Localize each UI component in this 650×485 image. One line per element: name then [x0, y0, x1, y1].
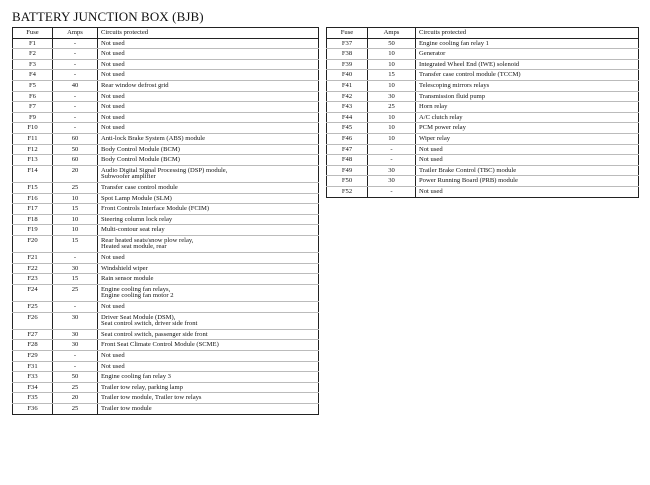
table-row: [13, 59, 319, 70]
circuit-cell: Horn relay: [416, 102, 639, 113]
table-row: [13, 351, 319, 362]
amps-cell: -: [53, 91, 98, 102]
fuse-cell: F40: [327, 70, 368, 81]
circuit-cell: Front Controls Interface Module (FCIM): [98, 204, 319, 215]
fuse-table-left: [12, 27, 319, 415]
amps-cell: 15: [53, 274, 98, 285]
fuse-cell: F23: [13, 274, 53, 285]
amps-cell: 15: [368, 70, 416, 81]
amps-cell: 10: [368, 59, 416, 70]
fuse-cell: F33: [13, 372, 53, 383]
fuse-cell: F6: [13, 91, 53, 102]
fuse-cell: F9: [13, 112, 53, 123]
circuit-cell: Not used: [416, 186, 639, 197]
fuse-cell: F11: [13, 133, 53, 144]
table-row: [13, 193, 319, 204]
fuse-cell: F38: [327, 49, 368, 60]
circuit-cell: Not used: [98, 351, 319, 362]
fuse-cell: F34: [13, 382, 53, 393]
table-row: [13, 302, 319, 313]
fuse-cell: F44: [327, 112, 368, 123]
table-row: [327, 38, 639, 49]
fuse-cell: F31: [13, 361, 53, 372]
amps-cell: 10: [368, 133, 416, 144]
fuse-cell: F28: [13, 340, 53, 351]
table-row: [13, 102, 319, 113]
circuit-cell: Body Control Module (BCM): [98, 144, 319, 155]
circuit-cell: Not used: [98, 91, 319, 102]
amps-cell: -: [53, 361, 98, 372]
table-row: [13, 133, 319, 144]
amps-cell: 10: [53, 214, 98, 225]
circuit-cell: Transfer case control module (TCCM): [416, 70, 639, 81]
amps-cell: 60: [53, 133, 98, 144]
table-header-row: [327, 28, 639, 39]
fuse-cell: F42: [327, 91, 368, 102]
amps-cell: -: [368, 155, 416, 166]
amps-cell: 10: [368, 112, 416, 123]
header-circuits: Circuits protected: [416, 28, 639, 39]
circuit-cell: Anti-lock Brake System (ABS) module: [98, 133, 319, 144]
fuse-cell: F7: [13, 102, 53, 113]
fuse-cell: F3: [13, 59, 53, 70]
circuit-cell: Not used: [98, 253, 319, 264]
amps-cell: 10: [368, 80, 416, 91]
table-row: [13, 253, 319, 264]
fuse-cell: F35: [13, 393, 53, 404]
amps-cell: -: [53, 112, 98, 123]
amps-cell: 25: [368, 102, 416, 113]
circuit-cell: Rear window defrost grid: [98, 80, 319, 91]
fuse-cell: F5: [13, 80, 53, 91]
fuse-cell: F21: [13, 253, 53, 264]
amps-cell: -: [368, 186, 416, 197]
table-row: [13, 38, 319, 49]
amps-cell: 10: [53, 193, 98, 204]
table-row: [13, 80, 319, 91]
circuit-cell: PCM power relay: [416, 123, 639, 134]
table-row: [13, 372, 319, 383]
circuit-cell: Body Control Module (BCM): [98, 155, 319, 166]
table-row: [13, 70, 319, 81]
amps-cell: -: [53, 59, 98, 70]
header-amps: Amps: [53, 28, 98, 39]
fuse-cell: F1: [13, 38, 53, 49]
fuse-cell: F52: [341, 187, 353, 195]
fuse-cell: F27: [13, 329, 53, 340]
table-row: [13, 112, 319, 123]
circuit-cell: Spot Lamp Module (SLM): [98, 193, 319, 204]
circuit-cell: Front Seat Climate Control Module (SCME): [98, 340, 319, 351]
circuit-cell: Not used: [416, 144, 639, 155]
circuit-cell: Engine cooling fan relay 1: [416, 38, 639, 49]
table-row: [13, 214, 319, 225]
fuse-cell: F37: [327, 38, 368, 49]
table-row: [13, 393, 319, 404]
table-row: [327, 112, 639, 123]
table-row: [327, 91, 639, 102]
amps-cell: 25: [53, 284, 98, 301]
fuse-cell: F41: [327, 80, 368, 91]
amps-cell: 10: [368, 49, 416, 60]
amps-cell: 20: [53, 165, 98, 182]
circuit-cell: Not used: [98, 70, 319, 81]
fuse-cell: F36: [27, 404, 38, 412]
amps-cell: 50: [53, 144, 98, 155]
table-row: [13, 225, 319, 236]
fuse-cell: F16: [13, 193, 53, 204]
amps-cell: 50: [368, 38, 416, 49]
amps-cell: 25: [53, 403, 98, 414]
amps-cell: 10: [53, 225, 98, 236]
circuit-cell: Not used: [98, 59, 319, 70]
table-row: [327, 123, 639, 134]
amps-cell: 30: [368, 176, 416, 187]
fuse-cell: F22: [13, 263, 53, 274]
table-row: [327, 80, 639, 91]
amps-cell: -: [53, 302, 98, 313]
amps-cell: 30: [53, 312, 98, 329]
header-amps: Amps: [368, 28, 416, 39]
table-row: [13, 340, 319, 351]
table-row: [13, 144, 319, 155]
table-header-row: [13, 28, 319, 39]
fuse-cell: F13: [13, 155, 53, 166]
header-fuse: Fuse: [327, 28, 368, 39]
fuse-cell: F12: [13, 144, 53, 155]
amps-cell: 15: [53, 204, 98, 215]
amps-cell: 25: [53, 382, 98, 393]
table-row: [327, 186, 639, 197]
circuit-cell: Engine cooling fan relay 3: [98, 372, 319, 383]
fuse-cell: F29: [13, 351, 53, 362]
circuit-cell: Transfer case control module: [98, 182, 319, 193]
circuit-cell: Seat control switch, passenger side front: [98, 329, 319, 340]
header-fuse: Fuse: [13, 28, 53, 39]
header-circuits: Circuits protected: [98, 28, 319, 39]
fuse-cell: F47: [327, 144, 368, 155]
fuse-cell: F20: [13, 235, 53, 252]
fuse-cell: F26: [13, 312, 53, 329]
table-row: [327, 102, 639, 113]
circuit-cell: Rear heated seats/snow plow relay, Heated seat module, rear: [98, 235, 319, 252]
circuit-cell: Wiper relay: [416, 133, 639, 144]
table-row: [13, 49, 319, 60]
table-row: [13, 361, 319, 372]
amps-cell: 40: [53, 80, 98, 91]
amps-cell: -: [53, 253, 98, 264]
circuit-cell: Driver Seat Module (DSM), Seat control switch, driver side front: [98, 312, 319, 329]
table-row: [327, 133, 639, 144]
amps-cell: 10: [368, 123, 416, 134]
amps-cell: 30: [368, 165, 416, 176]
amps-cell: 15: [53, 235, 98, 252]
table-row: [13, 165, 319, 182]
fuse-cell: F24: [13, 284, 53, 301]
circuit-cell: Transmission fluid pump: [416, 91, 639, 102]
circuit-cell: Engine cooling fan relays, Engine cooling fan motor 2: [98, 284, 319, 301]
amps-cell: 30: [368, 91, 416, 102]
circuit-cell: Trailer tow module, Trailer tow relays: [98, 393, 319, 404]
amps-cell: 30: [53, 340, 98, 351]
circuit-cell: Not used: [98, 49, 319, 60]
fuse-cell: F39: [327, 59, 368, 70]
fuse-cell: F4: [13, 70, 53, 81]
circuit-cell: A/C clutch relay: [416, 112, 639, 123]
amps-cell: 30: [53, 329, 98, 340]
table-row: [13, 274, 319, 285]
circuit-cell: Trailer Brake Control (TBC) module: [416, 165, 639, 176]
fuse-cell: F17: [13, 204, 53, 215]
table-row: [327, 70, 639, 81]
circuit-cell: Multi-contour seat relay: [98, 225, 319, 236]
fuse-table-right: [326, 27, 639, 198]
circuit-cell: Integrated Wheel End (IWE) solenoid: [416, 59, 639, 70]
table-row: [13, 155, 319, 166]
table-row: [13, 284, 319, 301]
fuse-cell: F43: [327, 102, 368, 113]
circuit-cell: Audio Digital Signal Processing (DSP) module, Subwoofer amplifier: [98, 165, 319, 182]
circuit-cell: Rain sensor module: [98, 274, 319, 285]
table-row: [13, 204, 319, 215]
table-row: [13, 403, 319, 414]
table-row: [327, 176, 639, 187]
table-row: [327, 59, 639, 70]
amps-cell: -: [53, 102, 98, 113]
fuse-cell: F48: [327, 155, 368, 166]
amps-cell: -: [53, 351, 98, 362]
circuit-cell: Not used: [98, 123, 319, 134]
fuse-cell: F10: [13, 123, 53, 134]
circuit-cell: Not used: [98, 361, 319, 372]
fuse-cell: F19: [13, 225, 53, 236]
table-row: [13, 91, 319, 102]
table-row: [13, 382, 319, 393]
circuit-cell: Trailer tow relay, parking lamp: [98, 382, 319, 393]
table-row: [327, 49, 639, 60]
fuse-cell: F45: [327, 123, 368, 134]
table-row: [13, 329, 319, 340]
circuit-cell: Generator: [416, 49, 639, 60]
circuit-cell: Steering column lock relay: [98, 214, 319, 225]
amps-cell: -: [53, 49, 98, 60]
fuse-cell: F49: [327, 165, 368, 176]
table-row: [13, 312, 319, 329]
table-row: [327, 155, 639, 166]
amps-cell: -: [368, 144, 416, 155]
circuit-cell: Power Running Board (PRB) module: [416, 176, 639, 187]
circuit-cell: Trailer tow module: [98, 403, 319, 414]
amps-cell: -: [53, 123, 98, 134]
circuit-cell: Not used: [98, 112, 319, 123]
fuse-cell: F46: [327, 133, 368, 144]
circuit-cell: Not used: [98, 102, 319, 113]
amps-cell: 20: [53, 393, 98, 404]
table-row: [13, 235, 319, 252]
circuit-cell: Windshield wiper: [98, 263, 319, 274]
fuse-cell: F18: [13, 214, 53, 225]
amps-cell: 25: [53, 182, 98, 193]
table-row: [327, 144, 639, 155]
circuit-cell: Not used: [98, 38, 319, 49]
table-row: [13, 263, 319, 274]
fuse-cell: F50: [327, 176, 368, 187]
fuse-cell: F2: [13, 49, 53, 60]
table-row: [13, 182, 319, 193]
amps-cell: -: [53, 38, 98, 49]
fuse-cell: F25: [13, 302, 53, 313]
circuit-cell: Not used: [416, 155, 639, 166]
amps-cell: -: [53, 70, 98, 81]
fuse-cell: F15: [13, 182, 53, 193]
table-row: [327, 165, 639, 176]
page-title: BATTERY JUNCTION BOX (BJB): [12, 9, 204, 24]
fuse-cell: F14: [13, 165, 53, 182]
amps-cell: 60: [53, 155, 98, 166]
table-row: [13, 123, 319, 134]
circuit-cell: Not used: [98, 302, 319, 313]
circuit-cell: Telescoping mirrors relays: [416, 80, 639, 91]
amps-cell: 50: [53, 372, 98, 383]
amps-cell: 30: [53, 263, 98, 274]
